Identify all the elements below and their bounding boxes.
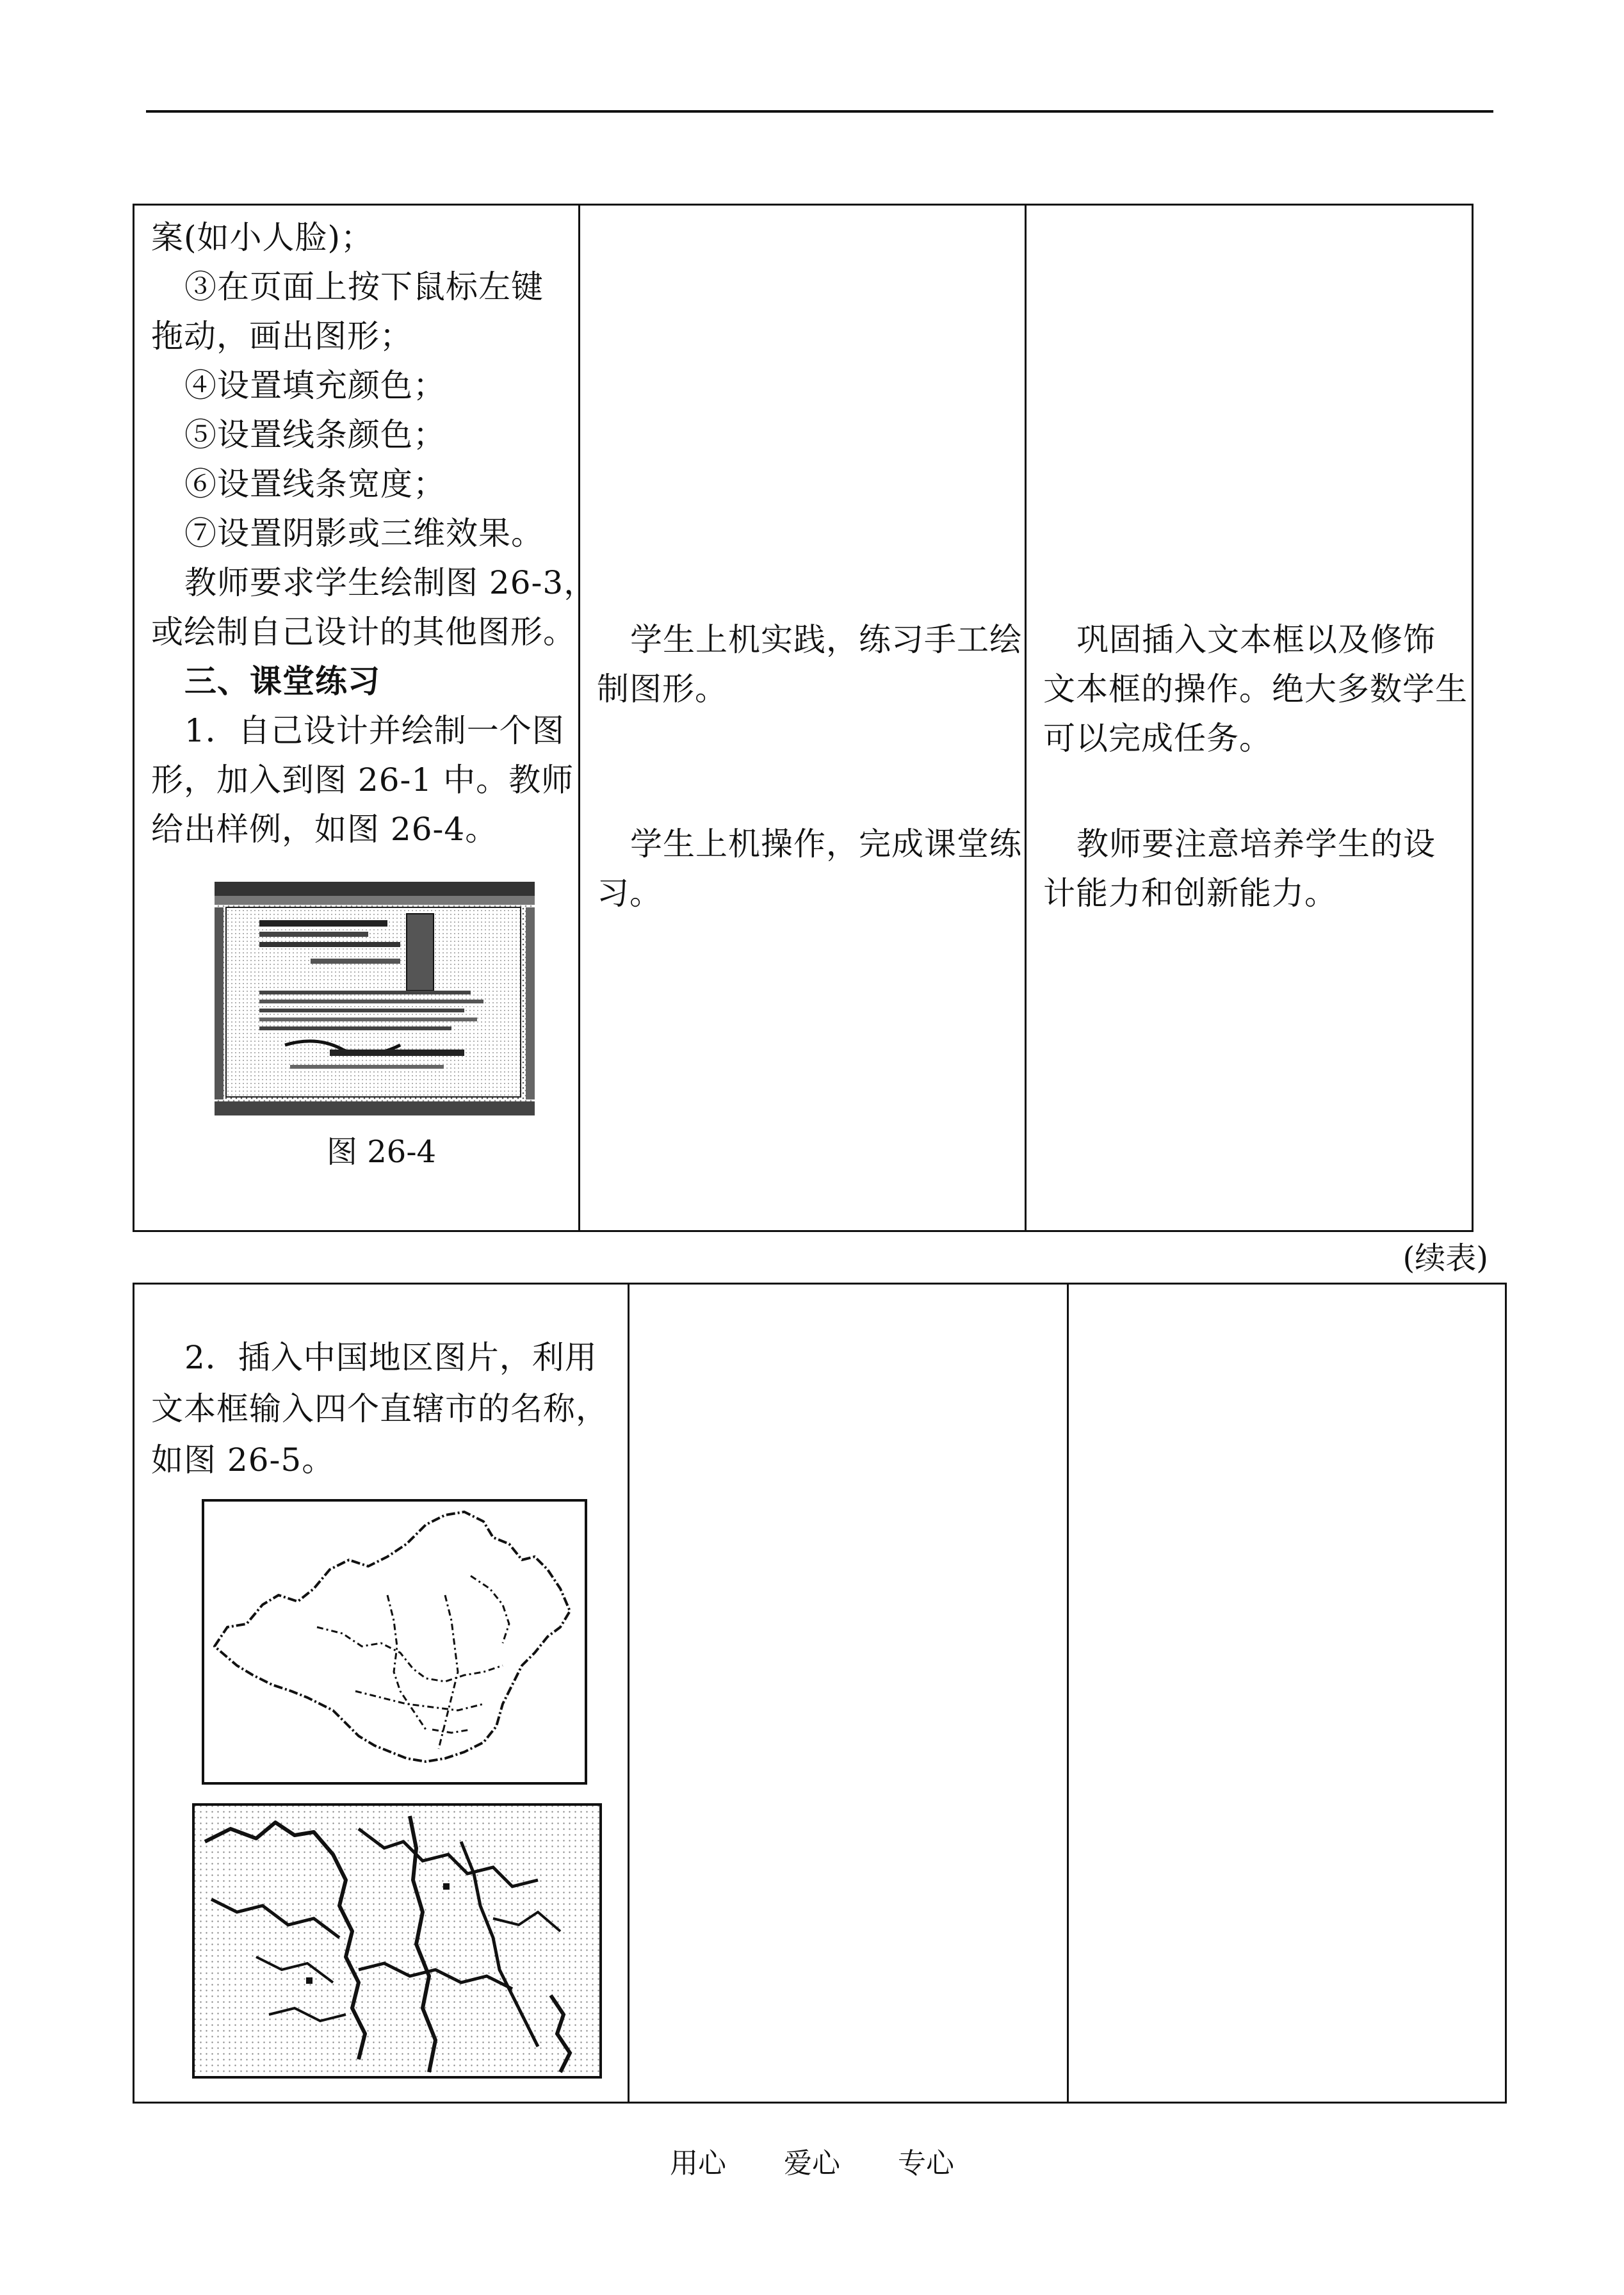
student-activity-cell (580, 206, 1025, 1230)
page-footer (0, 2146, 1624, 2181)
teaching-content-cell (134, 206, 597, 1230)
text-line: 制图形。 (597, 670, 727, 708)
footer-text: 专心 (898, 2147, 954, 2180)
design-intent-cell (1069, 1285, 1505, 2102)
zoomed-map-image (192, 1803, 602, 2079)
figure-26-4-image (215, 882, 535, 1115)
footer-text: 爱心 (784, 2147, 840, 2180)
header-rule (146, 110, 1493, 113)
text-line: ③在页面上按下鼠标左键 (184, 268, 544, 305)
text-line: 计能力和创新能力。 (1043, 875, 1337, 912)
text-line: ⑦设置阴影或三维效果。 (184, 515, 544, 552)
text-line: ④设置填充颜色； (184, 367, 446, 404)
text-line: 给出样例，如图 26-4。 (151, 811, 498, 848)
text-line: 文本框输入四个直辖市的名称， (151, 1390, 608, 1427)
section-heading: 三、课堂练习 (184, 662, 380, 700)
text-line: 教师要求学生绘制图 26-3， (184, 564, 597, 601)
text-line: 可以完成任务。 (1043, 720, 1272, 757)
text-line: 或绘制自己设计的其他图形。 (151, 613, 576, 651)
text-line: 学生上机实践，练习手工绘 (630, 621, 1022, 658)
design-intent-cell (1027, 206, 1472, 1230)
lesson-table-continued (133, 1283, 1507, 2104)
text-line: 习。 (597, 875, 662, 912)
china-outline-map-image (202, 1499, 587, 1785)
student-activity-cell (629, 1285, 1067, 2102)
text-line: 文本框的操作。绝大多数学生 (1043, 670, 1468, 708)
text-line: 教师要注意培养学生的设 (1076, 825, 1436, 863)
text-line: 拖动，画出图形； (151, 318, 412, 355)
text-line: 巩固插入文本框以及修饰 (1076, 621, 1436, 658)
text-line: ⑥设置线条宽度； (184, 466, 446, 503)
text-line: 如图 26-5。 (151, 1441, 335, 1479)
teaching-content-cell (134, 1285, 628, 2102)
continued-label: (续表) (1402, 1240, 1488, 1276)
lesson-table (133, 204, 1474, 1232)
text-line: 形，加入到图 26-1 中。教师 (151, 761, 574, 799)
text-line: 案(如小人脸)； (151, 219, 374, 256)
text-line: 学生上机操作，完成课堂练 (630, 825, 1022, 863)
footer-text: 用心 (670, 2147, 726, 2180)
figure-caption: 图 26-4 (327, 1134, 437, 1170)
text-line: 2．插入中国地区图片，利用 (184, 1339, 597, 1376)
text-line: ⑤设置线条颜色； (184, 416, 446, 453)
text-line: 1．自己设计并绘制一个图 (184, 712, 565, 749)
